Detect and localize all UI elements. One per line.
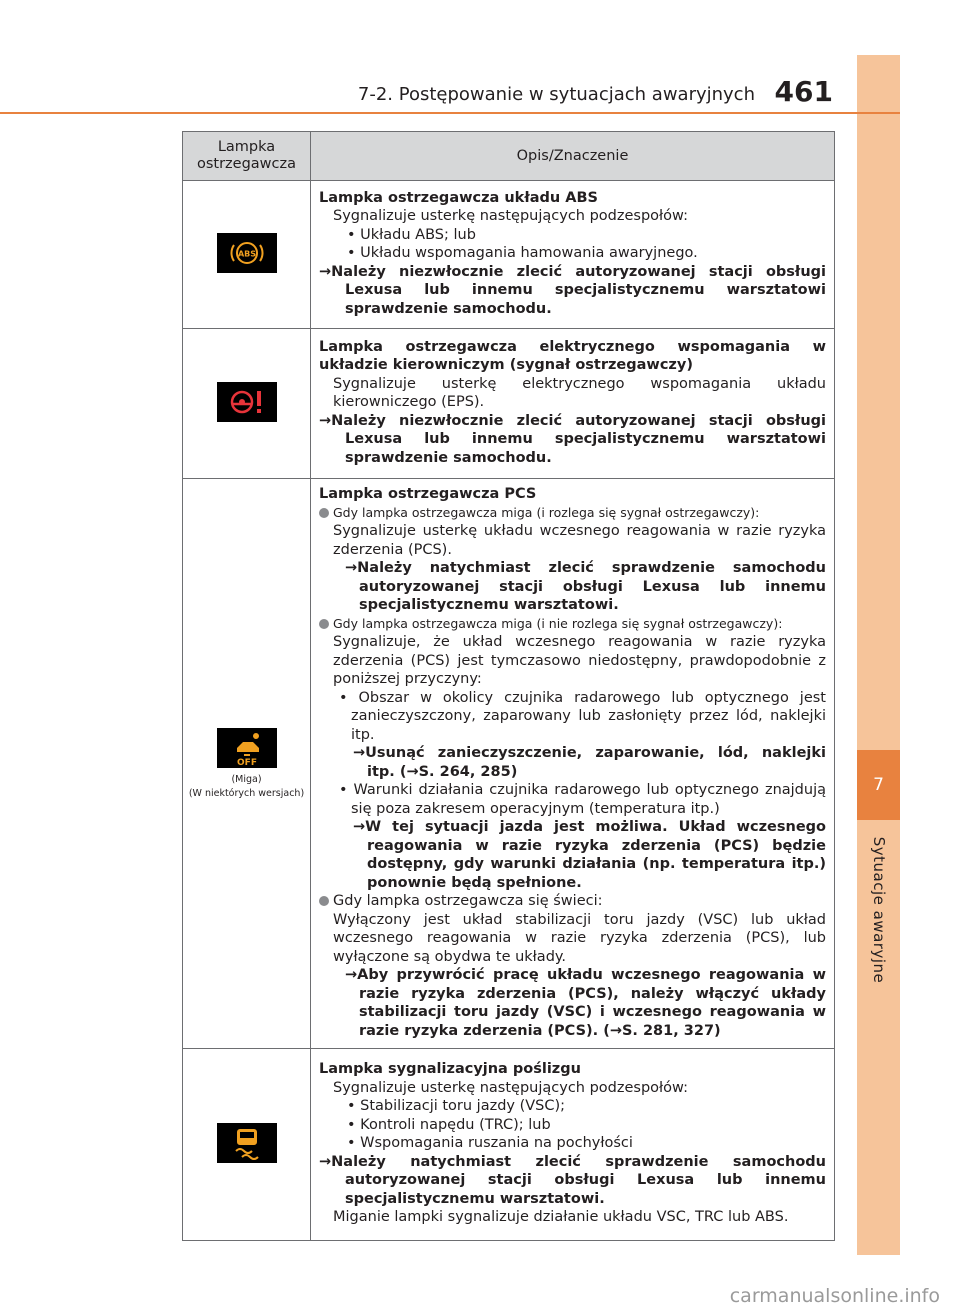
page-number: 461: [774, 75, 833, 108]
row-title: Lampka ostrzegawcza PCS: [319, 486, 537, 502]
bullet-heading-text: Gdy lampka ostrzegawcza miga (i rozlega się sygnał ostrzegawczy):: [333, 504, 760, 520]
table-row: [183, 329, 835, 479]
action-text: →Usunąć zanieczyszczenie, zaparowanie, lód, naklejki itp. (→S. 264, 285): [353, 745, 826, 780]
icon-caption: (W niektórych wersjach): [188, 787, 305, 799]
chapter-label-text: Sytuacje awaryjne: [869, 836, 888, 984]
icon-cell: [183, 181, 311, 329]
warning-lamp-table: [182, 131, 835, 1241]
table-header-row: [183, 132, 835, 181]
description-text: Miganie lampki sygnalizuje działanie układu VSC, TRC lub ABS.: [333, 1209, 789, 1226]
list-item: • Układu ABS; lub: [347, 226, 476, 243]
action-text: →Należy niezwłocznie zlecić autoryzowanej stacji obsługi Lexusa lub innemu specjalistycznemu warsztatowi sprawdzenie samochodu.: [319, 263, 826, 317]
description-cell: [311, 1049, 835, 1241]
description-text: Sygnalizuje, że układ wczesnego reagowania w razie ryzyka zderzenia (PCS) jest tymczasowo niedostępny, prawdopodobnie z poniższej przyczyny:: [333, 634, 826, 687]
icon-cell: [183, 329, 311, 479]
bullet-icon: [319, 619, 329, 629]
chapter-label: [857, 830, 900, 990]
description-text: Sygnalizuje usterkę następujących podzespołów:: [333, 1079, 688, 1096]
list-item: • Kontroli napędu (TRC); lub: [347, 1116, 551, 1133]
pcs-off-icon: [217, 728, 277, 768]
list-item: • Warunki działania czujnika radarowego lub optycznego znajdują się poza zakresem operacyjnym (temperatura itp.): [339, 782, 826, 817]
bullet-icon: [319, 896, 329, 906]
icon-cell: [183, 479, 311, 1049]
list-item: • Obszar w okolicy czujnika radarowego lub optycznego jest zanieczyszczony, zaparowany lub zasłonięty przez lód, naklejki itp.: [339, 689, 826, 743]
svg-text:OFF: OFF: [236, 757, 257, 768]
description-text: Sygnalizuje usterkę elektrycznego wspomagania układu kierowniczego (EPS).: [333, 375, 826, 411]
abs-warning-icon: [217, 233, 277, 273]
row-title: Lampka ostrzegawcza układu ABS: [319, 189, 598, 206]
action-text: →Należy natychmiast zlecić sprawdzenie samochodu autoryzowanej stacji obsługi Lexusa lub innemu specjalistycznemu warsztatowi.: [345, 560, 826, 613]
row-title: Lampka ostrzegawcza elektrycznego wspomagania w układzie kierowniczym (sygnał ostrzegawczy): [319, 338, 826, 374]
watermark: carmanualsonline.info: [729, 1285, 940, 1307]
bullet-heading: [319, 892, 826, 911]
description-text: Wyłączony jest układ stabilizacji toru jazdy (VSC) lub układ wczesnego reagowania w razie ryzyka zderzenia (PCS), lub wyłączone są obydwa te układy.: [333, 911, 826, 965]
description-text: Sygnalizuje usterkę układu wczesnego reagowania w razie ryzyka zderzenia (PCS).: [333, 523, 826, 558]
action-text: →Należy niezwłocznie zlecić autoryzowanej stacji obsługi Lexusa lub innemu specjalistycznemu warsztatowi sprawdzenie samochodu.: [319, 412, 826, 466]
table-row: [183, 1049, 835, 1241]
description-cell: [311, 329, 835, 479]
bullet-heading: [319, 615, 826, 634]
steering-warning-icon: [217, 382, 277, 422]
list-item: • Układu wspomagania hamowania awaryjnego.: [347, 245, 698, 262]
bullet-heading: [319, 504, 826, 523]
list-item: • Stabilizacji toru jazdy (VSC);: [347, 1098, 566, 1115]
bullet-heading-text: Gdy lampka ostrzegawcza miga (i nie rozlega się sygnał ostrzegawczy):: [333, 615, 783, 631]
slip-indicator-icon: [217, 1123, 277, 1163]
col-header-description: Opis/Znaczenie: [311, 132, 835, 181]
description-text: Sygnalizuje usterkę następujących podzespołów:: [333, 208, 688, 225]
section-title: 7-2. Postępowanie w sytuacjach awaryjnych: [357, 84, 755, 105]
header-rule: [0, 112, 900, 114]
chapter-number: 7: [857, 750, 900, 820]
action-text: →W tej sytuacji jazda jest możliwa. Układ wczesnego reagowania w razie ryzyka zderzenia (PCS) będzie dostępny, gdy warunki działania (np. temperatura itp.) ponownie będą spełnione.: [353, 819, 826, 891]
col-header-lamp: Lampka ostrzegawcza: [183, 132, 311, 181]
bullet-icon: [319, 508, 329, 518]
chapter-side-tab: [857, 55, 900, 1255]
description-cell: [311, 181, 835, 329]
table-row: [183, 479, 835, 1049]
table-row: [183, 181, 835, 329]
svg-text:ABS: ABS: [237, 249, 256, 258]
action-text: →Należy natychmiast zlecić sprawdzenie samochodu autoryzowanej stacji obsługi Lexusa lub innemu specjalistycznemu warsztatowi.: [319, 1153, 826, 1207]
icon-cell: [183, 1049, 311, 1241]
bullet-heading-text: Gdy lampka ostrzegawcza się świeci:: [333, 893, 603, 909]
icon-caption: (Miga): [231, 773, 262, 785]
page-header: [0, 75, 845, 112]
description-cell: [311, 479, 835, 1049]
row-title: Lampka sygnalizacyjna poślizgu: [319, 1061, 581, 1078]
list-item: • Wspomagania ruszania na pochyłości: [347, 1135, 633, 1152]
action-text: →Aby przywrócić pracę układu wczesnego reagowania w razie ryzyka zderzenia (PCS), należy włączyć układy stabilizacji toru jazdy (VSC) i wczesnego reagowania w razie ryzyka zderzenia (PCS). (→S. 281, 327): [345, 967, 826, 1039]
